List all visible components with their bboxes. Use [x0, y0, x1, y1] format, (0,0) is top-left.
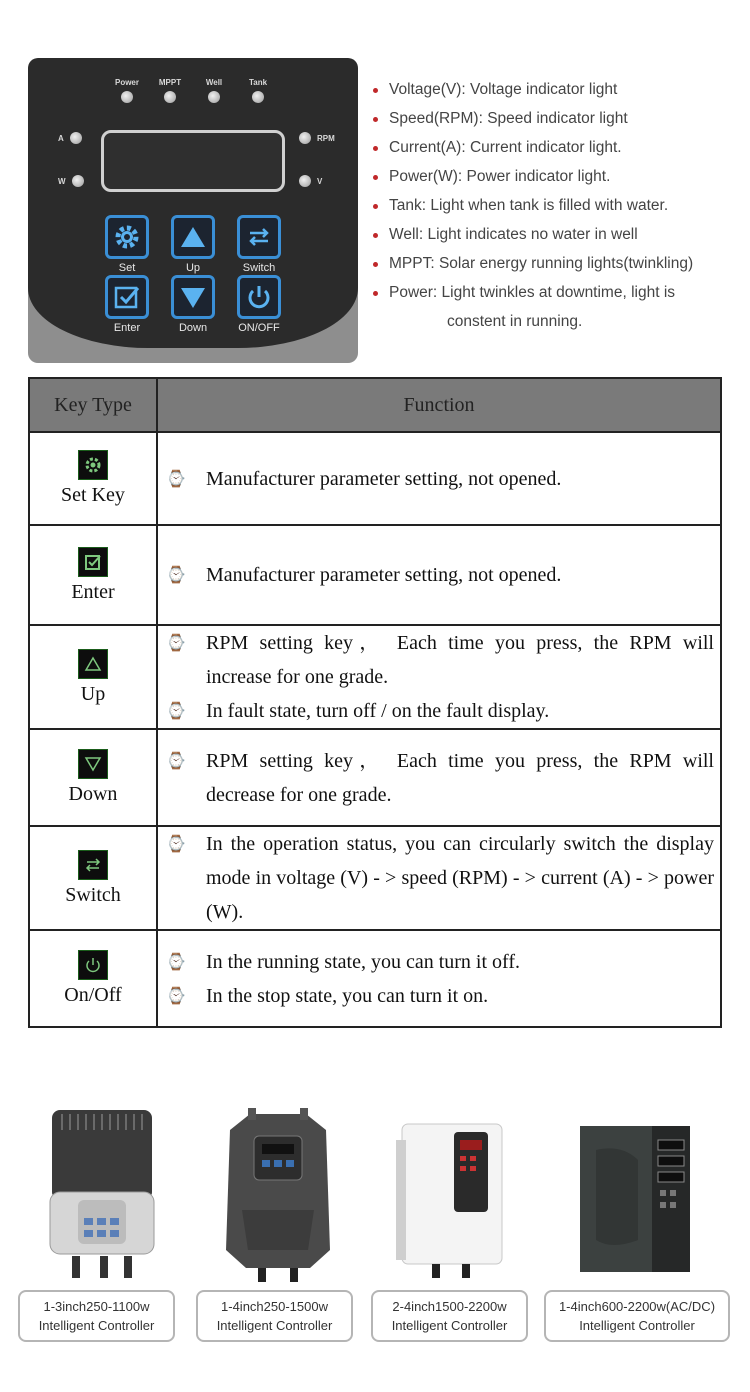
on-off-button[interactable] — [226, 275, 292, 334]
header-function: Function — [157, 378, 721, 432]
legend-item-continuation: constent in running. — [447, 313, 583, 330]
legend-item: Current(A): Current indicator light. — [370, 136, 745, 165]
function-text: Manufacturer parameter setting, not opened. — [206, 467, 562, 490]
check-box-icon — [112, 282, 142, 312]
led-tank — [233, 78, 283, 108]
table-row — [29, 729, 721, 826]
product-image-4 — [552, 1100, 712, 1285]
led-well — [189, 78, 239, 108]
product-label-2 — [196, 1290, 353, 1342]
table-row — [29, 930, 721, 1027]
key-cell — [29, 729, 157, 826]
key-label: Set — [118, 262, 136, 274]
led-label: Well — [205, 78, 223, 87]
product-type: Intelligent Controller — [38, 1318, 155, 1333]
key-label: Down — [178, 322, 208, 334]
product-image-2 — [198, 1100, 358, 1285]
legend-item: Well: Light indicates no water in well — [370, 223, 745, 252]
clock-icon: ⌚ — [166, 565, 186, 584]
key-name: Switch — [65, 883, 121, 906]
product-type: Intelligent Controller — [216, 1318, 333, 1333]
triangle-up-icon — [178, 222, 208, 252]
table-row — [29, 432, 721, 525]
clock-icon: ⌚ — [166, 750, 186, 770]
key-function-table — [28, 377, 722, 1028]
clock-icon: ⌚ — [166, 468, 186, 488]
function-text: In the operation status, you can circularly switch the display mode in voltage (V) - > speed (RPM) - > current (A) - > power (W). — [206, 833, 714, 923]
product-type: Intelligent Controller — [391, 1318, 508, 1333]
function-text: In the running state, you can turn it off. — [206, 950, 521, 973]
enter-button[interactable] — [94, 275, 160, 334]
product-model: 2-4inch1500-2200w — [392, 1299, 507, 1314]
triangle-down-icon — [83, 754, 103, 774]
lcd-display — [101, 130, 285, 192]
key-cell — [29, 930, 157, 1027]
function-cell — [157, 729, 721, 826]
product-label-3 — [371, 1290, 528, 1342]
led-rpm — [299, 132, 335, 144]
gear-icon — [112, 222, 142, 252]
product-type: Intelligent Controller — [579, 1318, 695, 1333]
led-current — [58, 132, 82, 144]
led-power-w — [58, 175, 84, 187]
key-label: Up — [185, 262, 201, 274]
clock-icon: ⌚ — [166, 985, 186, 1005]
indicator-legend — [370, 78, 745, 339]
product-label-4 — [544, 1290, 730, 1342]
clock-icon: ⌚ — [166, 951, 186, 971]
triangle-down-icon — [178, 282, 208, 312]
function-text: In fault state, turn off / on the fault display. — [206, 700, 550, 722]
product-model: 1-3inch250-1100w — [43, 1299, 150, 1314]
swap-arrows-icon — [83, 855, 103, 875]
function-cell — [157, 432, 721, 525]
table-row — [29, 826, 721, 930]
triangle-up-icon — [83, 654, 103, 674]
key-label: ON/OFF — [238, 322, 280, 334]
led-label: W — [58, 176, 66, 186]
down-button[interactable] — [160, 275, 226, 334]
led-label: Tank — [248, 78, 268, 87]
function-text: In the stop state, you can turn it on. — [206, 984, 489, 1007]
swap-arrows-icon — [244, 222, 274, 252]
key-cell — [29, 432, 157, 525]
led-mppt — [145, 78, 195, 108]
function-text: RPM setting key， Each time you press, the RPM will decrease for one grade. — [206, 749, 714, 806]
table-row — [29, 625, 721, 729]
gear-icon — [83, 455, 103, 475]
control-panel-image — [28, 58, 358, 363]
power-icon — [83, 955, 103, 975]
up-button[interactable] — [160, 215, 226, 274]
key-label: Switch — [242, 262, 276, 274]
function-text: RPM setting key， Each time you press, the RPM will increase for one grade. — [206, 632, 714, 688]
led-voltage — [299, 175, 322, 187]
key-name: Up — [80, 682, 106, 705]
function-cell — [157, 930, 721, 1027]
set-button[interactable] — [94, 215, 160, 274]
control-panel-body — [28, 58, 358, 348]
function-cell — [157, 625, 721, 729]
legend-item: Tank: Light when tank is filled with water. — [370, 194, 745, 223]
led-label: Power — [114, 78, 139, 87]
product-model: 1-4inch250-1500w — [221, 1299, 328, 1314]
key-name: Set Key — [61, 484, 125, 506]
led-label: A — [58, 133, 64, 143]
product-label-1 — [18, 1290, 175, 1342]
power-icon — [244, 282, 274, 312]
product-model: 1-4inch600-2200w(AC/DC) — [558, 1299, 716, 1314]
key-name: On/Off — [64, 984, 122, 1006]
product-image-1 — [22, 1100, 182, 1285]
legend-item: Power(W): Power indicator light. — [370, 165, 745, 194]
key-label: Enter — [113, 322, 141, 334]
clock-icon: ⌚ — [166, 633, 186, 652]
led-label: V — [317, 176, 323, 186]
clock-icon: ⌚ — [166, 701, 186, 720]
key-name: Enter — [71, 580, 115, 603]
header-key-type: Key Type — [29, 378, 157, 432]
function-cell — [157, 525, 721, 625]
key-name: Down — [68, 783, 118, 805]
function-cell — [157, 826, 721, 930]
function-text: Manufacturer parameter setting, not opened. — [206, 564, 562, 586]
legend-item: Power: Light twinkles at downtime, light is — [370, 281, 745, 310]
product-image-3 — [372, 1100, 532, 1285]
led-label: RPM — [317, 133, 335, 143]
key-cell — [29, 625, 157, 729]
key-cell — [29, 826, 157, 930]
switch-button[interactable] — [226, 215, 292, 274]
table-row — [29, 525, 721, 625]
check-box-icon — [83, 552, 103, 572]
legend-item: Voltage(V): Voltage indicator light — [370, 78, 745, 107]
clock-icon: ⌚ — [166, 834, 186, 853]
led-label: MPPT — [158, 78, 182, 87]
legend-item: Speed(RPM): Speed indicator light — [370, 107, 745, 136]
legend-item: MPPT: Solar energy running lights(twinkling) — [370, 252, 745, 281]
key-cell — [29, 525, 157, 625]
